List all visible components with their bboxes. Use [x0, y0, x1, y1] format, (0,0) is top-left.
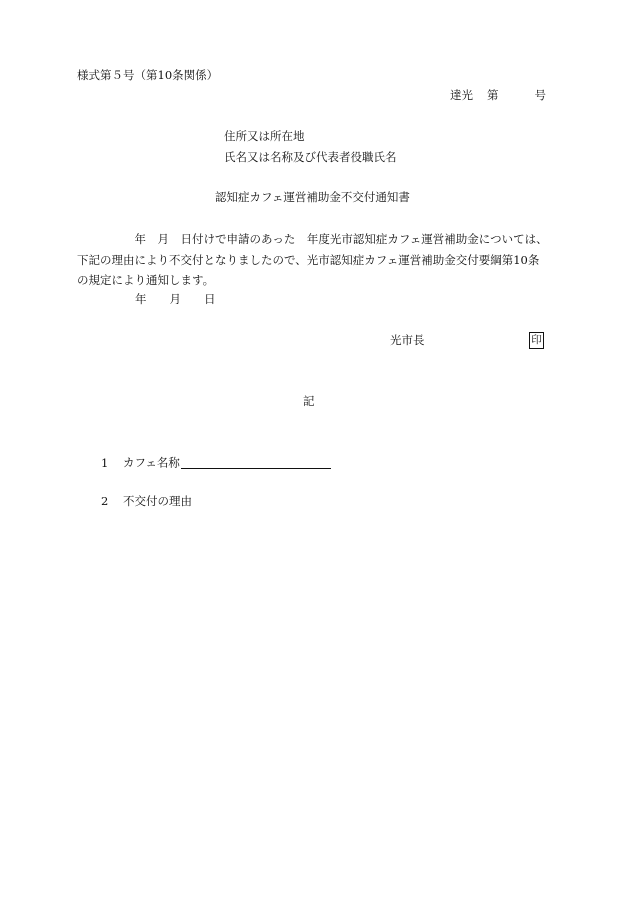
- body-line-1: 年 月 日付けで申請のあった 年度光市認知症カフェ運営補助金については、: [77, 232, 548, 246]
- document-number: [450, 90, 546, 102]
- recipient-address-label: 住所又は所在地: [224, 129, 305, 143]
- item-label: 不交付の理由: [123, 494, 192, 508]
- item-number: 2: [101, 494, 109, 508]
- item-number: 1: [101, 455, 109, 470]
- form-number: 様式第５号（第10条関係）: [77, 68, 219, 82]
- doc-dai: 第: [487, 88, 499, 102]
- item-label: カフェ名称: [123, 455, 180, 470]
- doc-prefix: 達光: [450, 88, 473, 102]
- seal-box: 印: [529, 332, 544, 349]
- body-line-3: の規定により通知します。: [77, 273, 215, 287]
- item-reason: [101, 496, 192, 508]
- mayor-label: 光市長: [390, 333, 425, 347]
- doc-go: 号: [534, 88, 546, 102]
- body-line-2: 下記の理由により不交付となりましたので、光市認知症カフェ運営補助金交付要綱第10条: [77, 253, 540, 267]
- issue-date-line: 年 月 日: [135, 292, 216, 306]
- recipient-name-label: 氏名又は名称及び代表者役職氏名: [224, 150, 397, 164]
- document-title: 認知症カフェ運営補助金不交付通知書: [215, 190, 410, 204]
- cafe-name-blank: [181, 457, 331, 469]
- ki-label: 記: [303, 394, 315, 408]
- item-cafe-name: [101, 457, 331, 469]
